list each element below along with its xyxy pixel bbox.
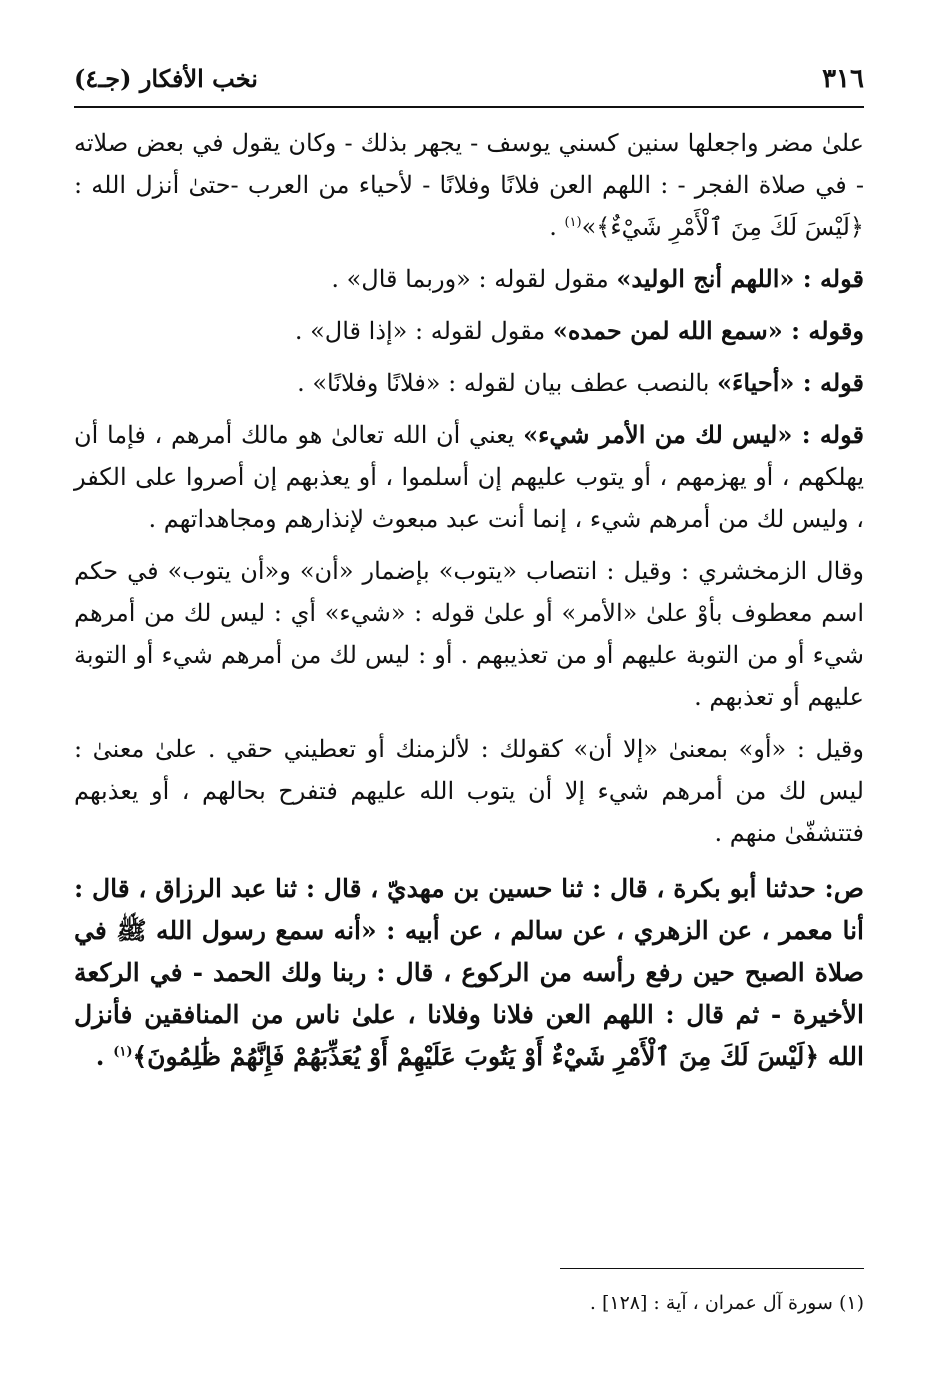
footnote-marker: (١) (564, 215, 582, 230)
paragraph-comment (74, 362, 864, 404)
paragraph-lead: وقوله : «سمع الله لمن حمده» (552, 316, 864, 345)
paragraph-comment (74, 310, 864, 352)
hadith-paragraph (74, 868, 864, 1078)
paragraph-text: بالنصب عطف بيان لقوله : «فلانًا وفلانًا» . (297, 369, 718, 397)
page-number: ٣١٦ (822, 64, 864, 94)
hadith-text: ص: حدثنا أبو بكرة ، قال : ثنا حسين بن مهديّ ، قال : ثنا عبد الرزاق ، قال : أنا معمر ، عن الزهري ، عن سالم ، عن أبيه : «أنه سمع رسول الله ﷺ في صلاة الصبح حين رفع رأسه من الركوع ، قال : ربنا ولك الحمد - في الركعة الأخيرة - ثم قال : اللهم العن فلانا وفلانا ، علىٰ ناس من المنافقين فأنزل الله ﴿لَيْسَ لَكَ مِنَ ٱلْأَمْرِ شَيْءٌ أَوْ يَتُوبَ عَلَيْهِمْ أَوْ يُعَذِّبَهُمْ فَإِنَّهُمْ ظَٰلِمُونَ﴾ (74, 874, 864, 1071)
paragraph-text: يعني أن الله تعالىٰ هو مالك أمرهم ، فإما أن يهلكهم ، أو يهزمهم ، أو يتوب عليهم إن أسلموا ، أو يعذبهم إن أصروا على الكفر ، وليس لك من أمرهم شيء ، إنما أنت عبد مبعوث لإنذارهم ومجاهداتهم . (74, 421, 864, 533)
paragraph-lead: قوله : «اللهم أنج الوليد» (616, 264, 864, 293)
paragraph-text: مقول لقوله : «وربما قال» . (331, 265, 617, 293)
header-divider (74, 106, 864, 108)
footnote-divider (560, 1268, 864, 1269)
footnote-marker: (١) (113, 1044, 133, 1060)
main-text (74, 122, 864, 1088)
paragraph-text: وقيل : «أو» بمعنىٰ «إلا أن» كقولك : لألزمنك أو تعطيني حقي . علىٰ معنىٰ : ليس لك من أمرهم شيء إلا أن يتوب الله عليهم فتفرح بحالهم ، أو يعذبهم فتتشفّىٰ منهم . (74, 735, 864, 847)
footnote: (١) سورة آل عمران ، آية : [١٢٨] . (589, 1292, 864, 1314)
paragraph-comment (74, 258, 864, 300)
paragraph-tail: . (549, 213, 565, 241)
paragraph-continuation (74, 122, 864, 248)
paragraph-lead: قوله : «أحياءَ» (717, 368, 864, 397)
paragraph-comment (74, 414, 864, 540)
paragraph-text: علىٰ مضر واجعلها سنين كسني يوسف - يجهر بذلك - وكان يقول في بعض صلاته - في صلاة الفجر - : اللهم العن فلانًا وفلانًا - لأحياء من العرب -حتىٰ أنزل الله : ﴿لَيْسَ لَكَ مِنَ ٱلْأَمْرِ شَيْءٌ﴾» (74, 129, 864, 241)
page-header (74, 60, 864, 106)
paragraph-text: وقال الزمخشري : وقيل : انتصاب «يتوب» بإضمار «أن» و«أن يتوب» في حكم اسم معطوف بأوْ علىٰ «الأمر» أو علىٰ قوله : «شيء» أي : ليس لك من أمرهم شيء أو من التوبة عليهم أو من تعذيبهم . أو : ليس لك من أمرهم شيء أو التوبة عليهم أو تعذبهم . (74, 557, 864, 711)
paragraph-lead: قوله : «ليس لك من الأمر شيء» (523, 420, 864, 449)
hadith-tail: . (95, 1042, 114, 1071)
paragraph-text: مقول لقوله : «إذا قال» . (294, 317, 553, 345)
running-title: نخب الأفكار (جـ٤) (74, 64, 258, 93)
paragraph-alternative (74, 728, 864, 854)
paragraph-zamakhshari (74, 550, 864, 718)
